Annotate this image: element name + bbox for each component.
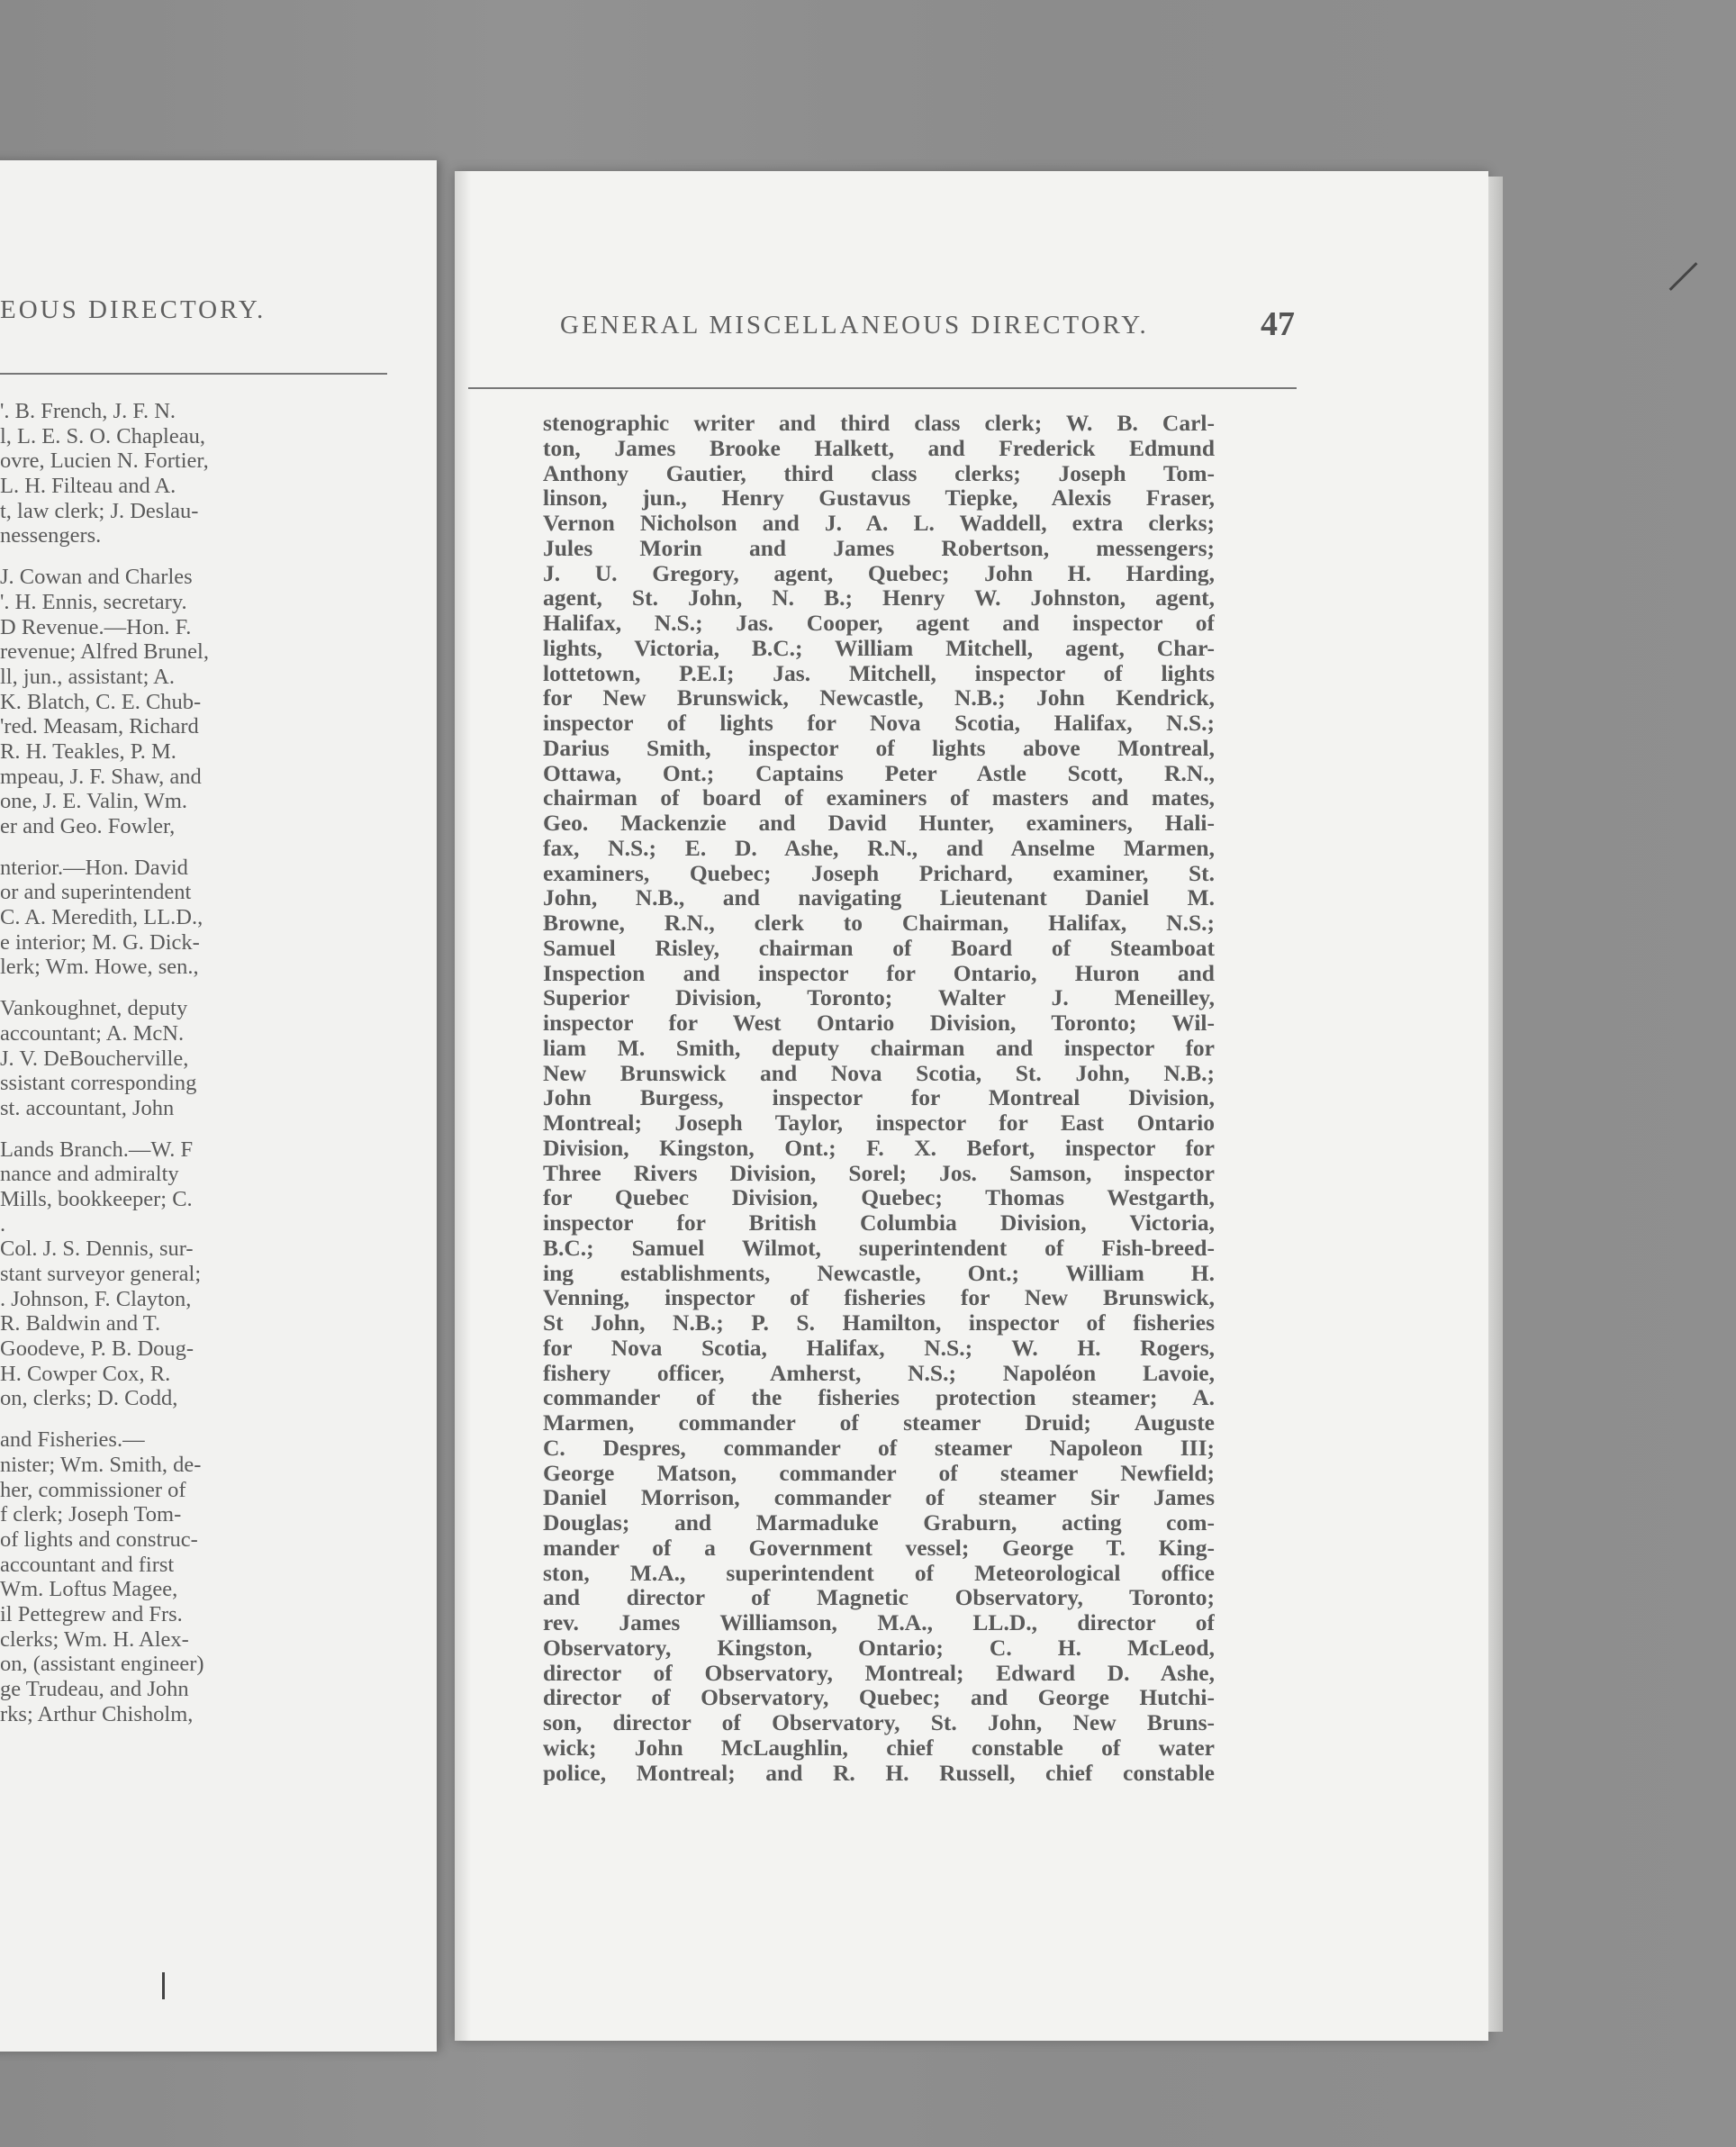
text-line xyxy=(0,739,304,765)
page-edge xyxy=(1488,177,1503,2032)
text-line xyxy=(0,1162,304,1187)
text-line: chairman of board of examiners of masters and mates, xyxy=(543,785,1215,811)
text-line xyxy=(0,980,304,996)
text-line xyxy=(0,523,304,548)
text-line: Halifax, N.S.; Jas. Cooper, agent and inspector of xyxy=(543,611,1215,636)
text-line-content: nessengers. xyxy=(0,523,102,548)
text-line xyxy=(0,1311,304,1336)
text-line: commander of the fisheries protection steamer; A. xyxy=(543,1385,1215,1410)
text-line xyxy=(0,714,304,739)
gutter-shadow xyxy=(455,171,471,2041)
text-line-content: '. B. French, J. F. N. xyxy=(0,399,176,423)
text-line-content: Goodeve, P. B. Doug- xyxy=(0,1336,194,1362)
text-line xyxy=(0,1137,304,1163)
text-line: Superior Division, Toronto; Walter J. Meneilley, xyxy=(543,985,1215,1010)
text-line xyxy=(0,814,304,839)
text-line: inspector for West Ontario Division, Toronto; Wil- xyxy=(543,1010,1215,1036)
text-line: John, N.B., and navigating Lieutenant Daniel M. xyxy=(543,885,1215,910)
text-line: ton, James Brooke Halkett, and Frederick Edmund xyxy=(543,435,1215,461)
text-line xyxy=(0,1527,304,1553)
text-line xyxy=(0,590,304,615)
text-line: B.C.; Samuel Wilmot, superintendent of Fish-breed- xyxy=(543,1235,1215,1261)
text-line: director of Observatory, Montreal; Edward D. Ashe, xyxy=(543,1660,1215,1686)
text-line: for Quebec Division, Quebec; Thomas Westgarth, xyxy=(543,1185,1215,1210)
text-line: fishery officer, Amherst, N.S.; Napoléon Lavoie, xyxy=(543,1360,1215,1386)
text-line-content: . xyxy=(0,1211,6,1237)
text-line xyxy=(0,996,304,1021)
text-line xyxy=(0,1046,304,1072)
text-line xyxy=(0,499,304,524)
text-line: and director of Magnetic Observatory, Toronto; xyxy=(543,1585,1215,1610)
text-line-content: of lights and construc- xyxy=(0,1526,198,1552)
text-line: fax, N.S.; E. D. Ashe, R.N., and Anselme Marmen, xyxy=(543,835,1215,861)
text-line-content: and Fisheries.— xyxy=(0,1427,145,1453)
text-line: liam M. Smith, deputy chairman and inspector for xyxy=(543,1035,1215,1061)
left-running-head: EOUS DIRECTORY. xyxy=(0,295,267,324)
text-line: agent, St. John, N. B.; Henry W. Johnston, agent, xyxy=(543,585,1215,611)
text-line xyxy=(0,1652,304,1677)
text-line: stenographic writer and third class clerk; W. B. Carl- xyxy=(543,411,1215,436)
text-line-content: nterior.—Hon. David xyxy=(0,855,188,880)
text-line: Samuel Risley, chairman of Board of Steamboat xyxy=(543,935,1215,961)
text-line: for Nova Scotia, Halifax, N.S.; W. H. Rogers, xyxy=(543,1335,1215,1361)
text-line xyxy=(0,1096,304,1121)
text-line xyxy=(0,1287,304,1312)
text-line: inspector of lights for Nova Scotia, Halifax, N.S.; xyxy=(543,711,1215,736)
text-line xyxy=(0,1121,304,1137)
text-line-content: Lands Branch.—W. F xyxy=(0,1137,194,1162)
text-line: Division, Kingston, Ont.; F. X. Befort, inspector for xyxy=(543,1135,1215,1161)
text-line xyxy=(0,930,304,956)
text-line: C. Despres, commander of steamer Napoleon III; xyxy=(543,1435,1215,1461)
text-line: Observatory, Kingston, Ontario; C. H. McLeod, xyxy=(543,1635,1215,1661)
text-line-content: L. H. Filteau and A. xyxy=(0,474,176,499)
text-line-content: nance and admiralty xyxy=(0,1162,179,1187)
text-line-content: one, J. E. Valin, Wm. xyxy=(0,789,188,814)
text-line xyxy=(0,565,304,590)
text-line xyxy=(0,1187,304,1212)
text-line xyxy=(0,399,304,424)
text-line: for New Brunswick, Newcastle, N.B.; John Kendrick, xyxy=(543,685,1215,711)
text-line: Daniel Morrison, commander of steamer Sir James xyxy=(543,1485,1215,1510)
text-line-content: 'red. Measam, Richard xyxy=(0,714,199,739)
text-line xyxy=(0,856,304,881)
text-line-content: D Revenue.—Hon. F. xyxy=(0,614,192,639)
text-line-content: Wm. Loftus Magee, xyxy=(0,1577,178,1602)
text-line: director of Observatory, Quebec; and George Hutchi- xyxy=(543,1685,1215,1710)
text-line xyxy=(0,1386,304,1411)
text-line-content: C. A. Meredith, LL.D., xyxy=(0,905,203,930)
scan-mark xyxy=(162,1972,165,1999)
text-line xyxy=(0,1071,304,1096)
text-line-content: er and Geo. Fowler, xyxy=(0,814,176,838)
text-line xyxy=(0,1502,304,1527)
text-line: inspector for British Columbia Division, Victoria, xyxy=(543,1210,1215,1236)
text-line-content: ssistant corresponding xyxy=(0,1071,197,1096)
text-line-content: her, commissioner of xyxy=(0,1477,186,1502)
text-line-content: K. Blatch, C. E. Chub- xyxy=(0,689,202,714)
text-line-content: '. H. Ennis, secretary. xyxy=(0,589,187,614)
text-line: Anthony Gautier, third class clerks; Joseph Tom- xyxy=(543,460,1215,486)
text-line xyxy=(0,665,304,690)
text-line xyxy=(0,1478,304,1503)
right-text-column xyxy=(543,411,1215,1785)
text-line: John Burgess, inspector for Montreal Division, xyxy=(543,1085,1215,1110)
text-line xyxy=(0,1021,304,1046)
text-line xyxy=(0,880,304,905)
text-line-content: Col. J. S. Dennis, sur- xyxy=(0,1237,194,1262)
text-line: New Brunswick and Nova Scotia, St. John, N.B.; xyxy=(543,1060,1215,1086)
text-line-content: Vankoughnet, deputy xyxy=(0,996,188,1021)
text-line-content: accountant and first xyxy=(0,1552,175,1577)
text-line-content: accountant; A. McN. xyxy=(0,1020,185,1046)
text-line xyxy=(0,548,304,565)
text-line xyxy=(0,1702,304,1727)
text-line: Browne, R.N., clerk to Chairman, Halifax, N.S.; xyxy=(543,910,1215,936)
text-line xyxy=(0,1627,304,1653)
text-line-content: l, L. E. S. O. Chapleau, xyxy=(0,423,205,448)
text-line: ston, M.A., superintendent of Meteorological office xyxy=(543,1560,1215,1586)
text-line: Venning, inspector of fisheries for New Brunswick, xyxy=(543,1285,1215,1310)
text-line-content: ovre, Lucien N. Fortier, xyxy=(0,448,209,474)
text-line: St John, N.B.; P. S. Hamilton, inspector of fisheries xyxy=(543,1310,1215,1336)
text-line: Ottawa, Ont.; Captains Peter Astle Scott, R.N., xyxy=(543,760,1215,786)
text-line: Darius Smith, inspector of lights above Montreal, xyxy=(543,735,1215,761)
text-line xyxy=(0,789,304,814)
text-line xyxy=(0,1577,304,1602)
text-line: lottetown, P.E.I; Jas. Mitchell, inspector of lights xyxy=(543,660,1215,686)
text-line: Jules Morin and James Robertson, messengers; xyxy=(543,535,1215,561)
text-line: George Matson, commander of steamer Newfield; xyxy=(543,1460,1215,1486)
text-line xyxy=(0,905,304,930)
text-line xyxy=(0,424,304,449)
text-line xyxy=(0,1411,304,1427)
text-line-content: . Johnson, F. Clayton, xyxy=(0,1286,192,1311)
text-line: wick; John McLaughlin, chief constable of water xyxy=(543,1735,1215,1761)
text-line: Three Rivers Division, Sorel; Jos. Samson, inspector xyxy=(543,1160,1215,1186)
text-line xyxy=(0,1553,304,1578)
text-line: rev. James Williamson, M.A., LL.D., director of xyxy=(543,1610,1215,1635)
text-line-content: R. Baldwin and T. xyxy=(0,1311,161,1336)
text-line-content: J. Cowan and Charles xyxy=(0,565,193,590)
text-line: son, director of Observatory, St. John, New Bruns- xyxy=(543,1710,1215,1735)
text-line xyxy=(0,955,304,980)
text-line xyxy=(0,1212,304,1237)
text-line: lights, Victoria, B.C.; William Mitchell, agent, Char- xyxy=(543,635,1215,661)
page-number: 47 xyxy=(1261,305,1295,343)
text-line: examiners, Quebec; Joseph Prichard, examiner, St. xyxy=(543,860,1215,886)
text-line-content: H. Cowper Cox, R. xyxy=(0,1361,171,1386)
text-line-content: lerk; Wm. Howe, sen., xyxy=(0,955,199,980)
text-line xyxy=(0,765,304,790)
left-text-column xyxy=(0,399,304,1726)
text-line-content: ll, jun., assistant; A. xyxy=(0,664,175,689)
text-line-content: or and superintendent xyxy=(0,880,192,905)
text-line: Inspection and inspector for Ontario, Huron and xyxy=(543,960,1215,986)
text-line-content: stant surveyor general; xyxy=(0,1262,202,1286)
text-line-content: ge Trudeau, and John xyxy=(0,1677,189,1701)
text-line xyxy=(0,690,304,715)
text-line: Marmen, commander of steamer Druid; Auguste xyxy=(543,1410,1215,1436)
right-running-head: GENERAL MISCELLANEOUS DIRECTORY. xyxy=(560,311,1149,340)
text-line-content: il Pettegrew and Frs. xyxy=(0,1601,183,1626)
text-line: mander of a Government vessel; George T. King- xyxy=(543,1535,1215,1561)
text-line: linson, jun., Henry Gustavus Tiepke, Alexis Fraser, xyxy=(543,485,1215,511)
right-header-rule xyxy=(468,387,1297,389)
text-line-content: f clerk; Joseph Tom- xyxy=(0,1502,182,1527)
text-line xyxy=(0,1336,304,1362)
text-line-content: mpeau, J. F. Shaw, and xyxy=(0,764,202,789)
text-line: Vernon Nicholson and J. A. L. Waddell, extra clerks; xyxy=(543,511,1215,536)
text-line xyxy=(0,1677,304,1702)
text-line: Montreal; Joseph Taylor, inspector for East Ontario xyxy=(543,1110,1215,1136)
text-line-content: e interior; M. G. Dick- xyxy=(0,929,200,955)
text-line-content: R. H. Teakles, P. M. xyxy=(0,738,176,764)
text-line: ing establishments, Newcastle, Ont.; William H. xyxy=(543,1260,1215,1286)
text-line xyxy=(0,1362,304,1387)
text-line: Geo. Mackenzie and David Hunter, examiners, Hali- xyxy=(543,811,1215,836)
left-header-rule xyxy=(0,373,387,375)
text-line-content: revenue; Alfred Brunel, xyxy=(0,639,209,665)
text-line xyxy=(0,639,304,665)
text-line xyxy=(0,1602,304,1627)
text-line-content: on, clerks; D. Codd, xyxy=(0,1386,178,1411)
text-line xyxy=(0,615,304,640)
text-line-content: Mills, bookkeeper; C. xyxy=(0,1186,193,1211)
text-line: Douglas; and Marmaduke Graburn, acting com- xyxy=(543,1510,1215,1536)
text-line-content: clerks; Wm. H. Alex- xyxy=(0,1626,189,1652)
text-line: police, Montreal; and R. H. Russell, chief constable xyxy=(543,1760,1215,1786)
text-line xyxy=(0,474,304,499)
text-line xyxy=(0,1453,304,1478)
text-line-content: st. accountant, John xyxy=(0,1095,175,1120)
text-line-content: nister; Wm. Smith, de- xyxy=(0,1452,202,1477)
text-line-content: on, (assistant engineer) xyxy=(0,1652,204,1677)
scan-mark xyxy=(1669,262,1698,291)
text-line xyxy=(0,1427,304,1453)
text-line: J. U. Gregory, agent, Quebec; John H. Harding, xyxy=(543,560,1215,586)
text-line xyxy=(0,448,304,474)
text-line xyxy=(0,1237,304,1262)
text-line-content: rks; Arthur Chisholm, xyxy=(0,1701,194,1726)
text-line xyxy=(0,1262,304,1287)
text-line-content: t, law clerk; J. Deslau- xyxy=(0,498,199,523)
text-line xyxy=(0,839,304,856)
text-line-content: J. V. DeBoucherville, xyxy=(0,1046,189,1071)
